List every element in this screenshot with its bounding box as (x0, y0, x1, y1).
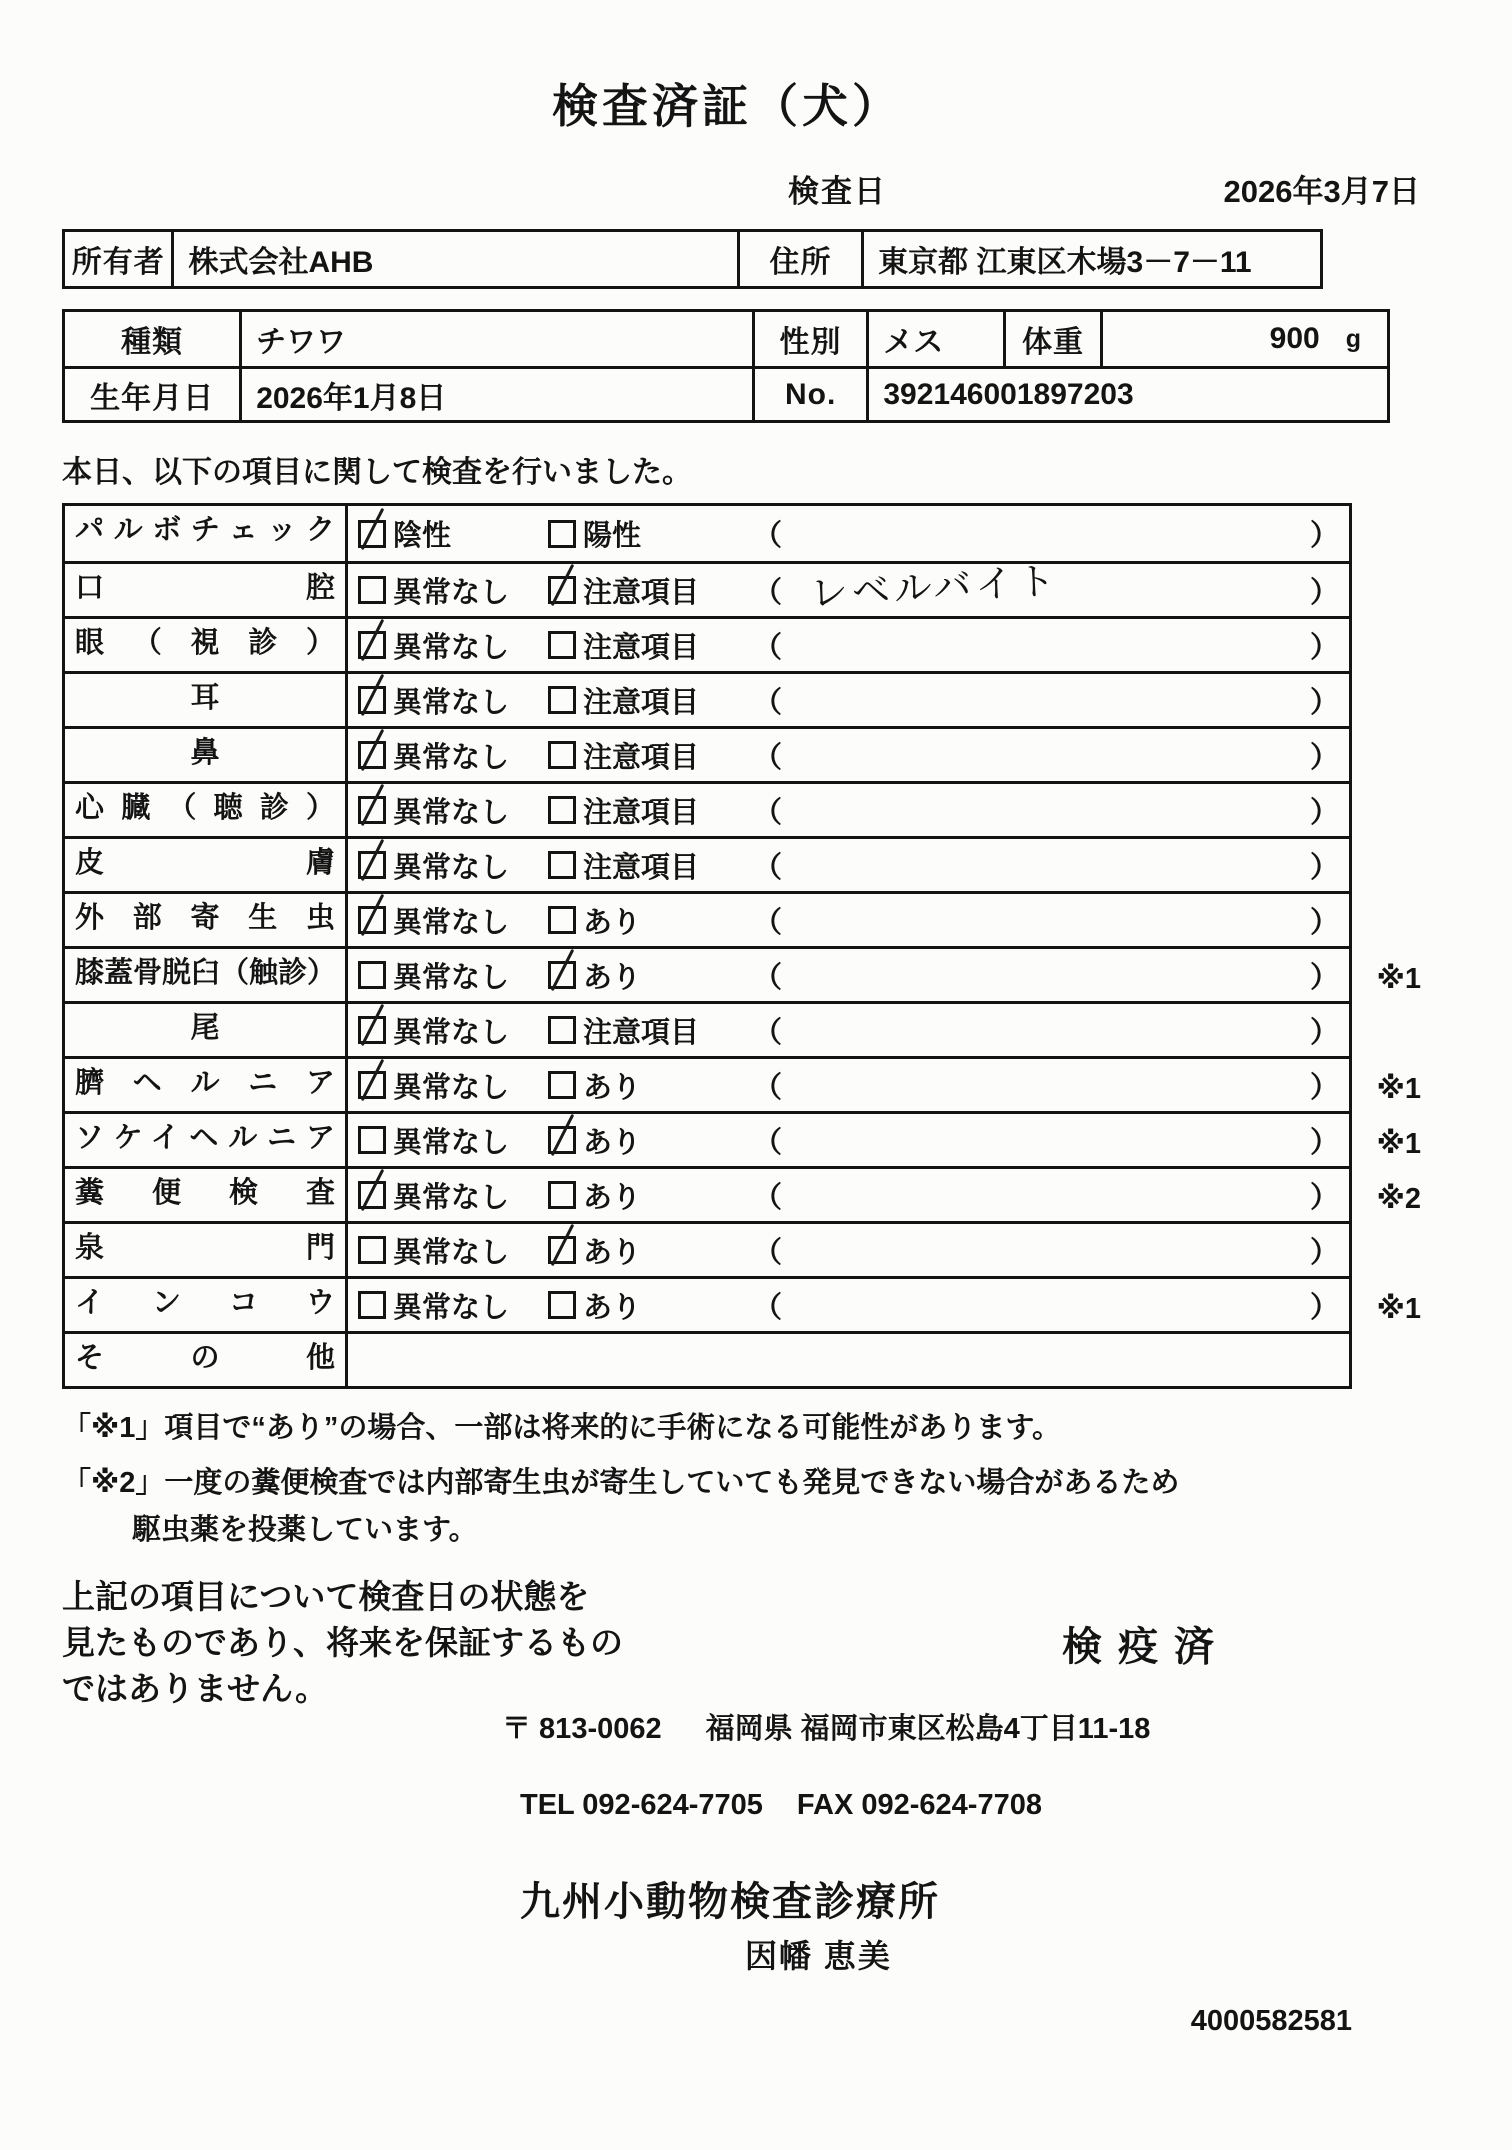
paren-close: ） (1309, 1126, 1339, 1159)
disclaimer-line-1: 上記の項目について検査日の状態を (62, 1578, 590, 1615)
exam-option-label: 陽性 (583, 520, 642, 552)
exam-table-row (65, 1276, 1421, 1331)
disclaimer-line-2: 見たものであり、将来を保証するもの (62, 1624, 623, 1661)
checkbox-unchecked-icon (358, 576, 386, 604)
exam-option-label: 異常なし (393, 796, 510, 829)
exam-item-result (348, 1224, 1349, 1276)
exam-remarks-field (753, 1175, 1349, 1216)
checkbox-unchecked-icon (548, 520, 576, 548)
exam-item-result (348, 1334, 1349, 1386)
paren-close: ） (1309, 1291, 1339, 1324)
paren-close: ） (1309, 1181, 1339, 1214)
checkbox-unchecked-icon (548, 796, 576, 824)
paren-close: ） (1309, 851, 1339, 884)
exam-table-row (65, 1111, 1421, 1166)
exam-option-label: 異常なし (393, 1291, 510, 1324)
exam-option-opt2 (548, 1120, 753, 1161)
checkbox-checked-icon (358, 520, 386, 548)
document-title: 検査済証（犬） (552, 80, 902, 132)
weight-value: 900 (1269, 322, 1320, 355)
clinic-name: 九州小動物検査診療所 (520, 1880, 940, 1924)
inspection-date-row (62, 166, 1420, 211)
exam-remarks-field (753, 558, 1349, 618)
exam-option-label: 異常なし (393, 851, 510, 884)
animal-table-row-2 (65, 366, 1387, 420)
paren-close: ） (1309, 520, 1339, 552)
checkbox-checked-icon (358, 1016, 386, 1044)
animal-table-row-1 (65, 312, 1387, 366)
exam-item-label: インコウ (65, 1279, 348, 1331)
exam-option-opt1 (358, 900, 548, 941)
owner-table-row (65, 232, 1320, 286)
paren-close: ） (1309, 1016, 1339, 1049)
exam-remarks-field (753, 1010, 1349, 1051)
checkbox-checked-icon (358, 906, 386, 934)
exam-item-result (348, 506, 1349, 561)
checkbox-checked-icon (358, 1181, 386, 1209)
exam-option-opt1 (358, 1120, 548, 1161)
exam-remarks-field (753, 1065, 1349, 1106)
exam-remarks-field (753, 680, 1349, 721)
exam-option-opt1 (358, 1285, 548, 1326)
footnote-1: 「※1」項目で“あり”の場合、一部は将来的に手術になる可能性があります。 (62, 1412, 1062, 1444)
exam-option-opt1 (358, 1065, 548, 1106)
exam-option-opt1 (358, 955, 548, 996)
handwritten-remark (782, 558, 1310, 618)
exam-item-label: 糞便検査 (65, 1169, 348, 1221)
exam-option-opt1 (358, 1010, 548, 1051)
exam-option-label: あり (583, 906, 642, 939)
exam-item-result (348, 1114, 1349, 1166)
exam-option-opt2 (548, 735, 753, 776)
no-value: 392146001897203 (883, 377, 1134, 411)
sex-value: メス (869, 312, 1005, 366)
exam-item-label: ソケイヘルニア (65, 1114, 348, 1166)
exam-option-opt2 (548, 955, 753, 996)
exam-remarks-field (753, 1230, 1349, 1271)
exam-remarks-field (753, 955, 1349, 996)
paren-open: （ (753, 1071, 783, 1104)
exam-table-row (65, 1166, 1421, 1221)
exam-option-opt1 (358, 1230, 548, 1271)
exam-table-row (65, 1221, 1349, 1276)
exam-table-row (65, 1331, 1349, 1386)
checkbox-unchecked-icon (358, 1236, 386, 1264)
exam-option-label: 陰性 (393, 520, 452, 552)
clinic-fax: FAX 092-624-7708 (796, 1789, 1042, 1821)
exam-item-label: 心臓（聴診） (65, 784, 348, 836)
clinic-postal-code: 〒 813-0062 (502, 1713, 662, 1745)
exam-option-opt1 (358, 845, 548, 886)
exam-item-label: その他 (65, 1334, 348, 1386)
exam-remarks-field (753, 1120, 1349, 1161)
address-value: 東京都 江東区木場3－7－11 (878, 246, 1252, 279)
exam-remarks-field (753, 790, 1349, 831)
checkbox-checked-icon (358, 741, 386, 769)
exam-table-row (65, 616, 1349, 671)
exam-item-result (348, 729, 1349, 781)
checkbox-checked-icon (548, 576, 576, 604)
exam-option-opt2 (548, 625, 753, 666)
exam-item-label: 鼻 (65, 729, 348, 781)
checkbox-checked-icon (358, 686, 386, 714)
exam-item-label: 膝蓋骨脱臼（触診） (65, 949, 348, 1001)
clinic-address-line (62, 1706, 1512, 1747)
checkbox-unchecked-icon (548, 851, 576, 879)
clinic-tel: TEL 092-624-7705 (520, 1789, 763, 1821)
address-label: 住所 (740, 232, 864, 286)
exam-option-label: あり (583, 1236, 642, 1269)
exam-item-label: 尾 (65, 1004, 348, 1056)
checkbox-checked-icon (358, 851, 386, 879)
paren-close: ） (1309, 796, 1339, 829)
checkbox-unchecked-icon (358, 1291, 386, 1319)
exam-item-result (348, 674, 1349, 726)
exam-option-label: あり (583, 1071, 642, 1104)
exam-table-row (65, 1001, 1349, 1056)
exam-option-opt2 (548, 1065, 753, 1106)
exam-table (62, 503, 1421, 1389)
birthdate-value: 2026年1月8日 (242, 369, 755, 420)
checkbox-unchecked-icon (548, 906, 576, 934)
paren-close: ） (1309, 576, 1339, 609)
exam-table-row (65, 836, 1349, 891)
exam-item-label: 耳 (65, 674, 348, 726)
exam-option-opt2 (548, 1230, 753, 1271)
exam-option-label: 注意項目 (583, 631, 700, 664)
exam-table-row (65, 1056, 1421, 1111)
exam-option-label: 異常なし (393, 1016, 510, 1049)
animal-table (62, 309, 1390, 423)
weight-unit: g (1345, 324, 1361, 353)
checkbox-checked-icon (358, 796, 386, 824)
exam-option-label: 注意項目 (583, 576, 700, 609)
checkbox-unchecked-icon (548, 686, 576, 714)
paren-open: （ (753, 851, 783, 884)
exam-item-label: 泉門 (65, 1224, 348, 1276)
paren-open: （ (753, 686, 783, 719)
exam-option-label: 異常なし (393, 631, 510, 664)
footnote-marker: ※1 (1376, 1073, 1421, 1105)
exam-option-label: 注意項目 (583, 686, 700, 719)
exam-option-opt2 (548, 570, 753, 611)
paren-open: （ (753, 576, 783, 609)
exam-option-label: 異常なし (393, 961, 510, 994)
exam-table-row (65, 891, 1349, 946)
checkbox-unchecked-icon (548, 1291, 576, 1319)
exam-option-label: 異常なし (393, 906, 510, 939)
sex-label: 性別 (755, 312, 869, 366)
breed-label: 種類 (65, 312, 242, 366)
paren-close: ） (1309, 1071, 1339, 1104)
exam-remarks-field (753, 845, 1349, 886)
exam-option-opt1 (358, 570, 548, 611)
exam-item-result (348, 1004, 1349, 1056)
examiner-name: 因幡 恵美 (745, 1938, 892, 1974)
paren-close: ） (1309, 686, 1339, 719)
exam-remarks-field (753, 513, 1349, 554)
owner-label: 所有者 (65, 232, 174, 286)
checkbox-checked-icon (358, 631, 386, 659)
checkbox-unchecked-icon (548, 631, 576, 659)
breed-value: チワワ (242, 312, 755, 366)
exam-remarks-field (753, 1285, 1349, 1326)
exam-option-label: 異常なし (393, 686, 510, 719)
exam-option-label: あり (583, 1126, 642, 1159)
exam-table-row (65, 558, 1349, 616)
footnote-marker: ※1 (1376, 1128, 1421, 1160)
birthdate-label: 生年月日 (65, 369, 242, 420)
exam-item-result (348, 1169, 1349, 1221)
checkbox-checked-icon (358, 1071, 386, 1099)
paren-open: （ (753, 1016, 783, 1049)
paren-close: ） (1309, 961, 1339, 994)
exam-item-label: パルボチェック (65, 506, 348, 561)
exam-option-label: 異常なし (393, 1126, 510, 1159)
paren-open: （ (753, 741, 783, 774)
exam-table-row (65, 946, 1421, 1001)
paren-open: （ (753, 631, 783, 664)
inspection-date-value: 2026年3月7日 (1223, 174, 1420, 209)
footnote-marker: ※2 (1376, 1183, 1421, 1215)
exam-option-opt1 (358, 735, 548, 776)
paren-open: （ (753, 1291, 783, 1324)
exam-option-opt2 (548, 790, 753, 831)
exam-option-label: あり (583, 1291, 642, 1324)
paren-close: ） (1309, 741, 1339, 774)
inspection-date-label: 検査日 (788, 174, 887, 209)
exam-item-label: 眼（視診） (65, 619, 348, 671)
exam-option-opt1 (358, 1175, 548, 1216)
owner-value: 株式会社AHB (174, 232, 739, 286)
exam-remarks-field (753, 625, 1349, 666)
exam-item-result (348, 1279, 1349, 1331)
paren-close: ） (1309, 631, 1339, 664)
exam-option-opt2 (548, 1285, 753, 1326)
footnote-2: 「※2」一度の糞便検査では内部寄生虫が寄生していても発見できない場合があるため (62, 1467, 1180, 1499)
exam-option-opt2 (548, 1010, 753, 1051)
paren-open: （ (753, 796, 783, 829)
exam-option-opt2 (548, 1175, 753, 1216)
disclaimer-row (62, 1574, 1392, 1712)
exam-option-label: 異常なし (393, 576, 510, 609)
exam-item-result (348, 949, 1349, 1001)
exam-option-opt1 (358, 625, 548, 666)
exam-item-result (348, 894, 1349, 946)
checkbox-unchecked-icon (548, 1016, 576, 1044)
exam-item-label: 臍ヘルニア (65, 1059, 348, 1111)
exam-item-label: 外部寄生虫 (65, 894, 348, 946)
exam-option-opt1 (358, 790, 548, 831)
checkbox-unchecked-icon (358, 961, 386, 989)
exam-option-label: あり (583, 961, 642, 994)
exam-item-result (348, 558, 1349, 616)
exam-remarks-field (753, 900, 1349, 941)
checkbox-checked-icon (548, 1126, 576, 1154)
exam-option-label: 異常なし (393, 1181, 510, 1214)
exam-option-label: 異常なし (393, 1071, 510, 1104)
exam-option-opt1 (358, 680, 548, 721)
exam-option-label: 注意項目 (583, 851, 700, 884)
exam-option-opt2 (548, 845, 753, 886)
exam-table-row (65, 781, 1349, 836)
serial-number: 4000582581 (1190, 2005, 1352, 2037)
exam-table-row (65, 506, 1349, 561)
exam-remarks-field (753, 735, 1349, 776)
exam-option-opt2 (548, 513, 753, 554)
quarantine-stamp: 検疫済 (1062, 1624, 1230, 1669)
exam-option-label: 注意項目 (583, 1016, 700, 1049)
disclaimer-text (62, 1574, 722, 1712)
checkbox-unchecked-icon (548, 1071, 576, 1099)
exam-item-result (348, 839, 1349, 891)
exam-option-label: あり (583, 1181, 642, 1214)
exam-option-label: 異常なし (393, 1236, 510, 1269)
exam-item-result (348, 619, 1349, 671)
exam-item-label: 皮膚 (65, 839, 348, 891)
footnote-marker: ※1 (1376, 963, 1421, 995)
paren-open: （ (753, 1236, 783, 1269)
weight-value-cell (1103, 312, 1387, 366)
checkbox-checked-icon (548, 961, 576, 989)
paren-close: ） (1309, 906, 1339, 939)
footnote-marker: ※1 (1376, 1293, 1421, 1325)
checkbox-unchecked-icon (548, 741, 576, 769)
disclaimer-line-3: ではありません。 (62, 1670, 328, 1707)
paren-open: （ (753, 906, 783, 939)
clinic-address: 福岡県 福岡市東区松島4丁目11-18 (705, 1713, 1151, 1745)
paren-open: （ (753, 520, 783, 552)
no-label: No. (755, 369, 869, 420)
checkbox-checked-icon (548, 1236, 576, 1264)
remark-value: レベルバイト (808, 558, 1061, 615)
checkbox-unchecked-icon (358, 1126, 386, 1154)
exam-table-row (65, 726, 1349, 781)
clinic-phone-line (520, 1789, 1512, 1822)
owner-table (62, 229, 1323, 289)
paren-close: ） (1309, 1236, 1339, 1269)
exam-option-label: 注意項目 (583, 796, 700, 829)
paren-open: （ (753, 1181, 783, 1214)
exam-item-result (348, 784, 1349, 836)
exam-item-result (348, 1059, 1349, 1111)
paren-open: （ (753, 1126, 783, 1159)
exam-item-label: 口腔 (65, 564, 348, 616)
exam-option-label: 注意項目 (583, 741, 700, 774)
exam-option-label: 異常なし (393, 741, 510, 774)
weight-label: 体重 (1006, 312, 1104, 366)
exam-option-opt1 (358, 513, 548, 554)
intro-text: 本日、以下の項目に関して検査を行いました。 (62, 456, 692, 489)
exam-table-row (65, 671, 1349, 726)
footnote-2-continued: 駆虫薬を投薬しています。 (132, 1514, 478, 1546)
exam-option-opt2 (548, 680, 753, 721)
paren-open: （ (753, 961, 783, 994)
checkbox-unchecked-icon (548, 1181, 576, 1209)
exam-option-opt2 (548, 900, 753, 941)
